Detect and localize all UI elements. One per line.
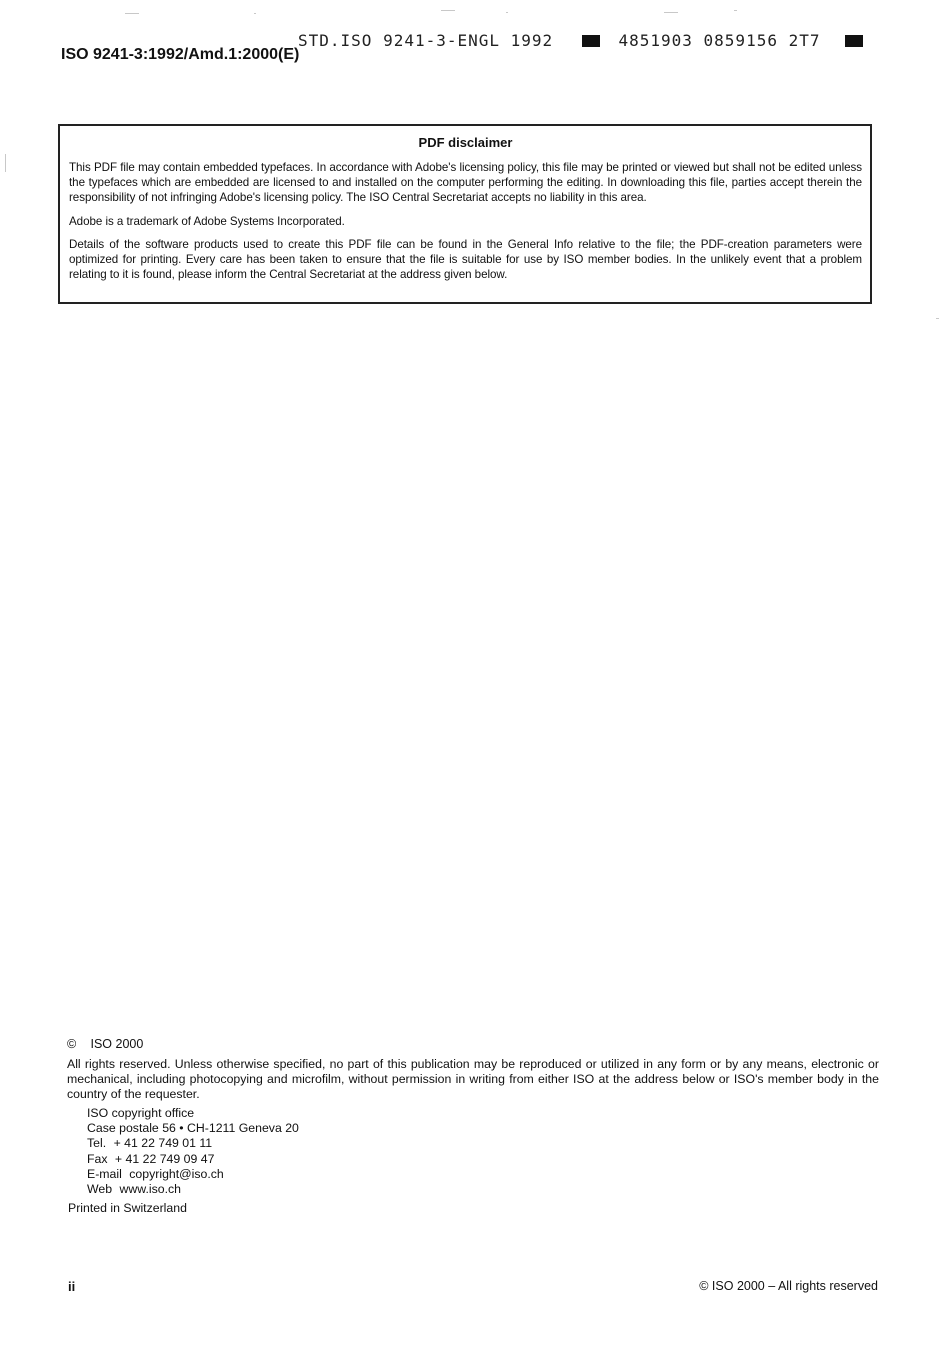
fax-line <box>87 1152 299 1167</box>
scan-artifact-mark <box>254 13 256 14</box>
document-title: ISO 9241-3:1992/Amd.1:2000(E) <box>61 46 300 63</box>
disclaimer-paragraph-typefaces: This PDF file may contain embedded typefaces. In accordance with Adobe's licensing policy, this file may be printed or viewed but shall not be edited unless the typefaces which are embedded are licensed to and installed on the computer performing the editing. In downloading this file, parties accept therein the responsibility of not infringing Adobe's licensing policy. The ISO Central Secretariat accepts no liability in this area. <box>69 161 862 205</box>
postal-address: Case postale 56 • CH-1211 Geneva 20 <box>87 1121 299 1136</box>
footer-copyright: © ISO 2000 – All rights reserved <box>699 1279 878 1293</box>
catalog-code-text: 4851903 0859156 2T7 <box>618 31 821 50</box>
web-line <box>87 1182 299 1197</box>
telephone-line <box>87 1136 299 1151</box>
pdf-disclaimer-box <box>58 124 872 304</box>
telephone-number: + 41 22 749 01 11 <box>113 1136 213 1151</box>
telephone-label: Tel. <box>87 1136 107 1151</box>
copyright-office-name: ISO copyright office <box>87 1106 195 1120</box>
scan-artifact-mark <box>506 12 508 13</box>
email-line <box>87 1167 299 1182</box>
scan-artifact-mark <box>125 13 139 14</box>
scan-artifact-mark <box>664 12 678 13</box>
email-label: E-mail <box>87 1166 122 1181</box>
all-rights-reserved-text: All rights reserved. Unless otherwise specified, no part of this publication may be reproduced or utilized in any form or by any means, electronic or mechanical, including photocopying and microfilm, without permission in writing from either ISO at the address below or ISO's member body in the country of the requester. <box>67 1057 879 1101</box>
email-address: copyright@iso.ch <box>129 1166 224 1181</box>
disclaimer-paragraph-software: Details of the software products used to create this PDF file can be found in the General Info relative to the file; the PDF-creation parameters were optimized for printing. Every care has been taken to ensure that the file is suitable for use by ISO member bodies. In the unlikely event that a problem relating to it is found, please inform the Central Secretariat at the address given below. <box>69 237 862 282</box>
pdf-disclaimer-title: PDF disclaimer <box>418 135 513 150</box>
black-square-icon <box>582 35 600 47</box>
scan-artifact-mark <box>5 154 6 172</box>
website-address: www.iso.ch <box>119 1182 181 1197</box>
fax-number: + 41 22 749 09 47 <box>114 1151 215 1166</box>
page-number: ii <box>68 1279 76 1294</box>
fax-label: Fax <box>87 1151 108 1166</box>
copyright-office-address <box>87 1106 299 1197</box>
copyright-icon: © <box>67 1037 77 1051</box>
web-label: Web <box>87 1182 113 1197</box>
copyright-year-text: ISO 2000 <box>90 1037 144 1051</box>
scan-artifact-mark <box>441 10 455 11</box>
scan-header-code <box>298 30 863 50</box>
disclaimer-paragraph-trademark: Adobe is a trademark of Adobe Systems Incorporated. <box>69 214 345 228</box>
black-square-icon <box>845 35 863 47</box>
scan-artifact-mark <box>936 318 939 319</box>
copyright-heading <box>67 1037 143 1052</box>
scan-artifact-mark <box>734 10 737 11</box>
standard-code-text: STD.ISO 9241-3-ENGL 1992 <box>298 31 554 50</box>
printed-in-text: Printed in Switzerland <box>68 1201 187 1215</box>
